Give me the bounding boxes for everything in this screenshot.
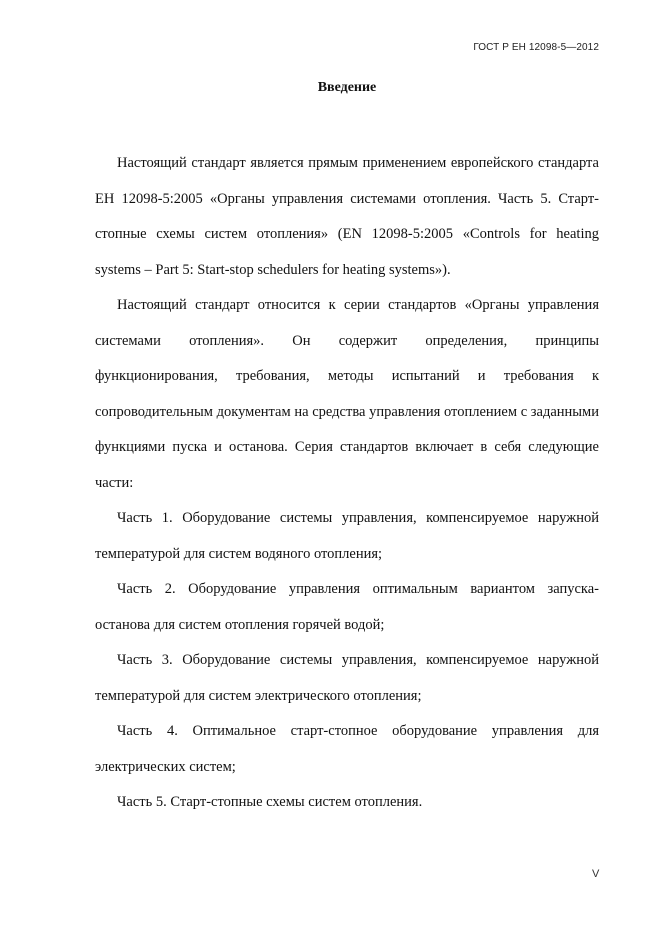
list-item-part-3: Часть 3. Оборудование системы управления, компенсируемое наружной температурой для систем электрического отопления; [95,652,599,704]
list-item-part-2: Часть 2. Оборудование управления оптимальным вариантом запуска-останова для систем отопления горячей водой; [95,581,599,633]
page-number: V [592,868,600,880]
list-item-part-4: Часть 4. Оптимальное старт-стопное оборудование управления для электрических систем; [95,723,599,775]
section-title: Введение [317,80,377,95]
paragraph-intro: Настоящий стандарт является прямым применением европейского стандарта ЕН 12098-5:2005 «Органы управления системами отопления. Часть 5. Старт-стопные схемы систем отопления» (EN 12098-5:2005 «Controls for heating systems – Part 5: Start-stop schedulers for heating systems»). [95,155,599,278]
list-item-part-1: Часть 1. Оборудование системы управления, компенсируемое наружной температурой для систем водяного отопления; [95,510,599,562]
list-item-part-5: Часть 5. Старт-стопные схемы систем отопления. [117,794,423,810]
page-header-standard-id: ГОСТ Р ЕН 12098-5—2012 [473,42,599,53]
body-text [95,146,599,821]
paragraph-series: Настоящий стандарт относится к серии стандартов «Органы управления системами отопления». Он содержит определения, принципы функционирования, требования, методы испытаний и требования к сопроводительным документам на средства управления отоплением с заданными функциями пуска и останова. Серия стандартов включает в себя следующие части: [95,297,599,491]
